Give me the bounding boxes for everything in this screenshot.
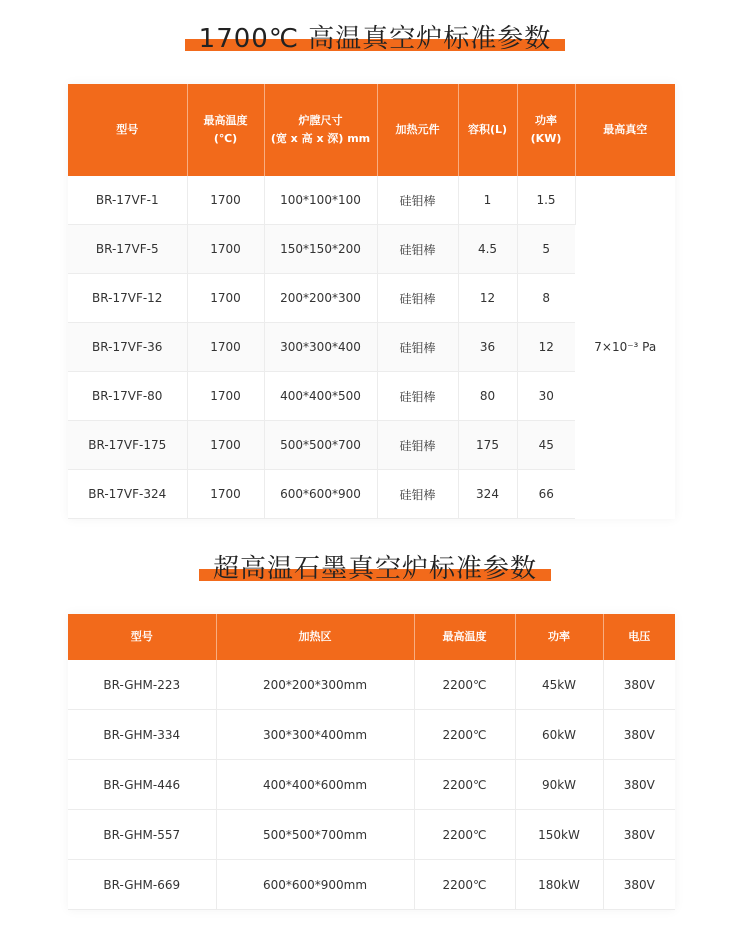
- cell-model: BR-17VF-12: [68, 274, 187, 323]
- cell-power: 12: [517, 323, 575, 372]
- cell-model: BR-17VF-1: [68, 176, 187, 225]
- cell-model: BR-GHM-334: [68, 710, 216, 760]
- header-max-temp: 最高温度 (℃): [187, 84, 264, 176]
- cell-model: BR-GHM-223: [68, 660, 216, 710]
- cell-model: BR-GHM-669: [68, 860, 216, 910]
- cell-volume: 12: [458, 274, 517, 323]
- cell-max-temp: 1700: [187, 470, 264, 519]
- cell-power: 45kW: [515, 660, 603, 710]
- cell-max-vacuum: 7×10⁻³ Pa: [594, 340, 657, 355]
- header-volume: 容积(L): [458, 84, 517, 176]
- cell-voltage: 380V: [603, 760, 675, 810]
- cell-model: BR-17VF-5: [68, 225, 187, 274]
- cell-power: 90kW: [515, 760, 603, 810]
- cell-power: 5: [517, 225, 575, 274]
- cell-heating-element: 硅钼棒: [377, 421, 458, 470]
- header-heating-zone: 加热区: [216, 614, 414, 660]
- section2-title-wrap: [199, 548, 551, 585]
- table-row: [68, 660, 675, 710]
- cell-model: BR-17VF-175: [68, 421, 187, 470]
- cell-chamber-size: 150*150*200: [264, 225, 377, 274]
- header-power: 功率: [515, 614, 603, 660]
- table-row: [68, 710, 675, 760]
- cell-max-temp: 1700: [187, 176, 264, 225]
- section2-title-block: [0, 548, 750, 585]
- header-max-vacuum: 最高真空: [575, 84, 675, 176]
- cell-power: 30: [517, 372, 575, 421]
- cell-power: 180kW: [515, 860, 603, 910]
- cell-max-temp: 2200℃: [414, 810, 515, 860]
- table2-header-row: [68, 614, 675, 660]
- cell-chamber-size: 400*400*500: [264, 372, 377, 421]
- cell-heating-element: 硅钼棒: [377, 372, 458, 421]
- cell-heating-zone: 600*600*900mm: [216, 860, 414, 910]
- cell-heating-zone: 200*200*300mm: [216, 660, 414, 710]
- cell-power: 8: [517, 274, 575, 323]
- cell-model: BR-17VF-324: [68, 470, 187, 519]
- cell-voltage: 380V: [603, 860, 675, 910]
- cell-power: 60kW: [515, 710, 603, 760]
- cell-volume: 324: [458, 470, 517, 519]
- cell-heating-element: 硅钼棒: [377, 323, 458, 372]
- cell-voltage: 380V: [603, 710, 675, 760]
- table-row: [68, 810, 675, 860]
- cell-volume: 4.5: [458, 225, 517, 274]
- cell-model: BR-GHM-557: [68, 810, 216, 860]
- table-row: [68, 760, 675, 810]
- header-power: 功率 (KW): [517, 84, 575, 176]
- cell-max-temp: 1700: [187, 323, 264, 372]
- cell-voltage: 380V: [603, 660, 675, 710]
- table-row: [68, 860, 675, 910]
- cell-chamber-size: 600*600*900: [264, 470, 377, 519]
- cell-model: BR-17VF-36: [68, 323, 187, 372]
- cell-max-temp: 1700: [187, 421, 264, 470]
- cell-heating-element: 硅钼棒: [377, 274, 458, 323]
- cell-chamber-size: 300*300*400: [264, 323, 377, 372]
- cell-power: 1.5: [517, 176, 575, 225]
- header-chamber-size: 炉膛尺寸 (宽 x 高 x 深) mm: [264, 84, 377, 176]
- header-model: 型号: [68, 84, 187, 176]
- cell-heating-zone: 500*500*700mm: [216, 810, 414, 860]
- cell-max-temp: 2200℃: [414, 760, 515, 810]
- cell-power: 45: [517, 421, 575, 470]
- cell-max-temp: 1700: [187, 225, 264, 274]
- cell-heating-zone: 300*300*400mm: [216, 710, 414, 760]
- cell-heating-zone: 400*400*600mm: [216, 760, 414, 810]
- cell-power: 150kW: [515, 810, 603, 860]
- vacuum-furnace-spec-table: [68, 84, 675, 519]
- section1-title-block: [0, 18, 750, 55]
- header-voltage: 电压: [603, 614, 675, 660]
- header-max-temp: 最高温度: [414, 614, 515, 660]
- section1-title-wrap: [185, 18, 566, 55]
- cell-heating-element: 硅钼棒: [377, 176, 458, 225]
- table-row: [68, 176, 675, 225]
- cell-model: BR-17VF-80: [68, 372, 187, 421]
- cell-chamber-size: 100*100*100: [264, 176, 377, 225]
- cell-volume: 1: [458, 176, 517, 225]
- cell-volume: 175: [458, 421, 517, 470]
- cell-volume: 36: [458, 323, 517, 372]
- cell-volume: 80: [458, 372, 517, 421]
- cell-model: BR-GHM-446: [68, 760, 216, 810]
- cell-max-temp: 1700: [187, 274, 264, 323]
- header-heating-element: 加热元件: [377, 84, 458, 176]
- graphite-furnace-spec-table: [68, 614, 675, 910]
- table1-header-row: [68, 84, 675, 176]
- cell-max-temp: 1700: [187, 372, 264, 421]
- section1-title: 1700℃ 高温真空炉标准参数: [198, 24, 552, 54]
- cell-max-temp: 2200℃: [414, 710, 515, 760]
- cell-max-temp: 2200℃: [414, 860, 515, 910]
- section2-title: 超高温石墨真空炉标准参数: [212, 554, 537, 584]
- cell-heating-element: 硅钼棒: [377, 470, 458, 519]
- header-model: 型号: [68, 614, 216, 660]
- cell-power: 66: [517, 470, 575, 519]
- cell-heating-element: 硅钼棒: [377, 225, 458, 274]
- cell-voltage: 380V: [603, 810, 675, 860]
- cell-chamber-size: 500*500*700: [264, 421, 377, 470]
- cell-chamber-size: 200*200*300: [264, 274, 377, 323]
- cell-max-temp: 2200℃: [414, 660, 515, 710]
